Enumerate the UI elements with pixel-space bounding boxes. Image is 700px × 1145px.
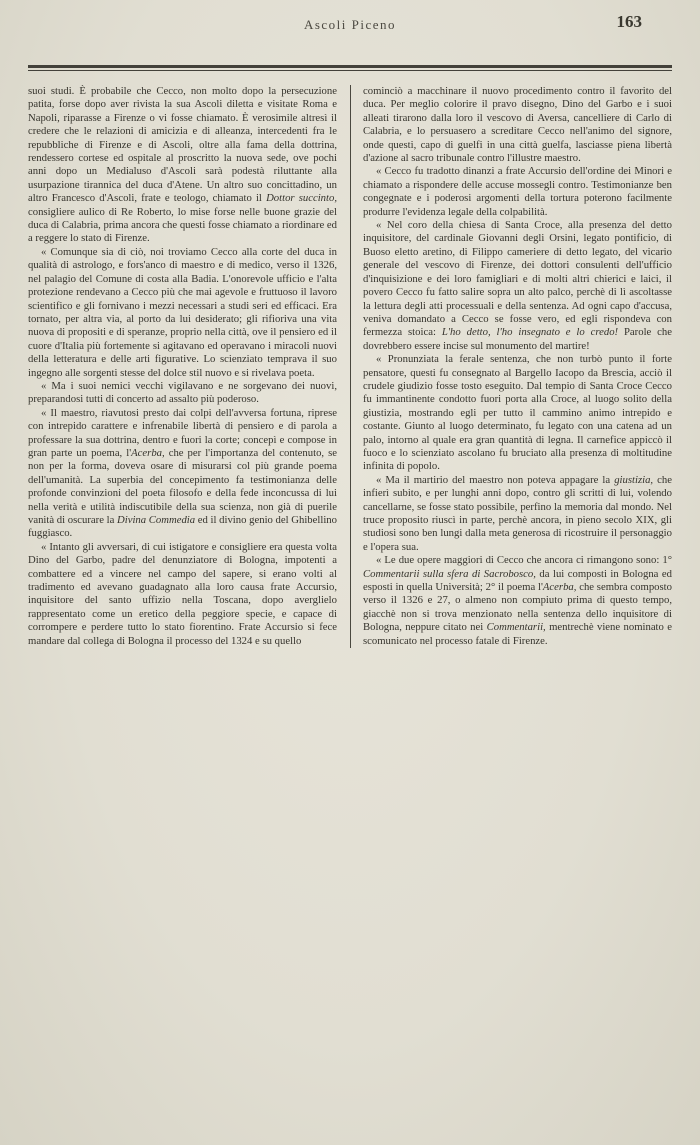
text-run: suoi studi. È probabile che Cecco, non molto dopo la persecuzione patita, forse dopo aver rivista la sua Ascoli diletta e visitate Roma e Napoli, riparasse a Firenze o vi fosse chiamato. È verosimile altresì il credere che le relazioni di amicizia e di alleanza, intercedenti fra le repubbliche di Firenze e di Ascoli, oltre alla fama della dottrina, rendessero cortese ed ospitale al proscritto la nuova sede, ove pochi anni dopo un Medialuso d'Ascoli sarà podestà riluttante alla usurpazione tirannica del duca d'Atene. Un altro suo concittadino, un altro Francesco d'Ascoli, frate e teologo, chiamato il — [28, 85, 337, 205]
paragraph — [28, 407, 337, 541]
italic-text: Dottor succinto, — [266, 192, 337, 205]
paragraph — [28, 541, 337, 648]
text-run: cominciò a macchinare il nuovo procedimento contro il favorito del duca. Per meglio colorire il pravo disegno, Dino del Garbo e i suoi alleati tirarono dalla loro il vescovo di Aversa, cancelliere di Carlo di Calabria, e lo persuasero a screditare Cecco nell'animo del signore, onde questi, capo di guelfi in una città guelfa, lasciasse piena libertà d'azione al sacro tribunale contro l'illustre maestro. — [363, 85, 672, 165]
header-rule — [28, 65, 672, 71]
text-run: « Comunque sia di ciò, noi troviamo Cecco alla corte del duca in qualità di astrologo, e fors'anco di maestro e di medico, verso il 1326, nel palagio del Comune di costa alla Badia. L'onorevole ufficio e l'alta protezione rendevano a Cecco più che mai agevole e fruttuoso il lavoro scientifico e gli fornivano i mezzi necessari a studi seri ed efficaci. Era tornato, per altra via, al porto da lui desiderato; gli rifioriva una vita nuova di propositi e di speranze, proprio nella città, ove il pensiero ed il cuore d'Italia più fortemente si agitavano ed operavano i miracoli nuovi della letteratura e delle arti figurative. Lo scienziato temprava il suo ingegno alle sorgenti stesse del dolce stil nuovo e si rivelava poeta. — [28, 245, 337, 379]
italic-text: Commentarii sulla sfera di Sacrobosco, — [363, 567, 536, 580]
italic-text: L'ho detto, l'ho insegnato e lo credo! — [441, 326, 619, 339]
text-columns — [28, 85, 672, 648]
paragraph — [363, 554, 672, 648]
text-run: « Le due opere maggiori di Cecco che ancora ci rimangono sono: 1° — [376, 554, 672, 567]
column-right — [363, 85, 672, 648]
column-left — [28, 85, 337, 648]
italic-text: Acerba, — [542, 581, 577, 594]
paragraph — [363, 474, 672, 554]
paragraph — [28, 246, 337, 380]
text-run: da lui composti in Bologna ed esposti in quella Università; 2° il poema l' — [363, 567, 672, 594]
text-run: « Cecco fu tradotto dinanzi a frate Accursio dell'ordine dei Minori e chiamato a rispondere delle accuse mossegli contro. Testimonianze ben congegnate e i poderosi argomenti della tortura poterono facilmente produrre l'evidenza legale della colpabilità. — [363, 165, 672, 218]
paragraph — [363, 165, 672, 219]
text-run: che per l'importanza del contenuto, se non per la forma, doveva osare di misurarsi col più grande poema dell'umanità. La superbia del concepimento fa testimonianza delle profonde convinzioni del poeta filosofo e della fede inconcussa di lui nella verità e utilità indiscutibile della sua scienza, non già di puerile vanità di oscurare la — [28, 446, 337, 526]
text-run: « Pronunziata la ferale sentenza, che non turbò punto il forte pensatore, questi fu consegnato al Bargello Iacopo da Brescia, acciò il crudele giudizio fosse tosto eseguito. Dal tempio di Santa Croce Cecco fu immantinente condotto fuori porta alla Croce, al luogo solito della giustizia, mostrando egli per tutto il cammino animo intrepido e costante. Giunto al luogo determinato, fu legato con una catena ad un palo, intorno al quale era gran quantità di legna. Il carnefice appiccò il fuoco e lo scienziato ascolano fu bruciato alla presenza di moltitudine infinita di popolo. — [363, 353, 672, 473]
italic-text: Commentarii, — [486, 621, 546, 634]
page-header — [30, 0, 670, 41]
paragraph — [363, 353, 672, 474]
text-run: Parole che dovrebbero essere incise sul monumento del martire! — [363, 326, 672, 352]
paragraph — [28, 85, 337, 246]
paragraph — [363, 85, 672, 165]
text-run: consigliere aulico di Re Roberto, lo mise forse nelle buone grazie del duca di Calabria, prima ancora che questi fosse chiamato a riordinare ed a reggere lo stato di Firenze. — [28, 205, 337, 245]
text-run: che sembra composto verso il 1326 e 27, o almeno non compiuto prima di questo tempo, giacchè non si trova menzionato nella sentenza dello inquisitore di Bologna, neppure citato nei — [363, 581, 672, 634]
italic-text: Divina Commedia — [117, 514, 196, 526]
text-run: « Nel coro della chiesa di Santa Croce, alla presenza del detto inquisitore, del cardinale Giovanni degli Orsini, legato pontificio, di Buoso eletto aretino, di Filippo cameriere di detto legato, del vicario generale del vescovo di Firenze, dei dottori consulenti dell'ufficio d'inquisizione e dei loro famigliari e di molti altri chierici e laici, il povero Cecco fu fatto salire sopra un alto palco, perchè di lì ascoltasse la lettura degli atti processuali e della sentenza. Ad ogni capo d'accusa, veniva domandato a Cecco se fosse vero, ed egli rispondeva con fermezza stoica: — [363, 219, 672, 339]
page-number: 163 — [616, 12, 642, 31]
text-run: « Intanto gli avversari, di cui istigatore e consigliere era questa volta Dino del Garbo, padre del denunziatore di Bologna, impotenti a combattere ed a vincere nel campo del sapere, si erano volti al tradimento ed avevano guadagnato alla loro causa frate Accursio, inquisitore del santo uffizio nella Toscana, dopo averglielo rappresentato come un eretico della peggiore specie, e capace di corrompere e perdere tutto lo stato fiorentino. Frate Accursio si fece mandare dal collega di Bologna il processo del 1324 e su quello — [28, 540, 337, 647]
text-run: « Ma il martirio del maestro non poteva appagare la — [376, 473, 615, 486]
text-run: mentrechè viene nominato e scomunicato nel processo fatale di Firenze. — [363, 621, 672, 647]
text-run: che infierì subito, e per lunghi anni dopo, contro gli scritti di lui, volendo cancellarne, se fosse stato possibile, perfino la memoria dal mondo. Nel truce proposito riuscì in parte, perchè ancora, in pieno secolo XIX, gli studiosi sono ben lungi dalla meta generosa di ricostruire il personaggio e l'opera sua. — [363, 473, 672, 553]
page-title: Ascoli Piceno — [303, 17, 397, 32]
column-divider — [350, 85, 351, 648]
paragraph — [28, 380, 337, 407]
text-run: ed il divino genio del Ghibellino fuggiasco. — [28, 514, 337, 540]
text-run: « Ma i suoi nemici vecchi vigilavano e ne sorgevano dei nuovi, preparandosi tutti di concerto ad assalto più poderoso. — [28, 379, 337, 406]
paragraph — [363, 219, 672, 353]
text-run: « Il maestro, riavutosi presto dai colpi dell'avversa fortuna, riprese con intrepido carattere e infrenabile libertà di pensiero e di parola a professare la sua dottrina, dentro e fuori la corte; concepì e compose in gran parte un poema, l' — [28, 406, 337, 459]
italic-text: Acerba, — [131, 446, 165, 459]
italic-text: giustizia, — [614, 473, 654, 486]
